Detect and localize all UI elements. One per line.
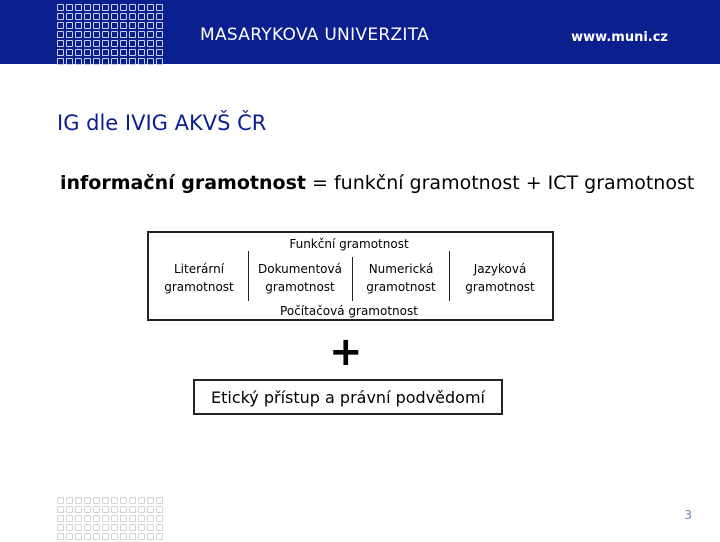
grid-dot [57,49,64,56]
grid-dot [120,533,127,540]
grid-dot [138,40,145,47]
grid-dot [75,49,82,56]
cell-line: gramotnost [265,280,335,294]
grid-dot [156,22,163,29]
plus-sign: + [329,329,363,375]
cell-line: gramotnost [366,280,436,294]
grid-dot [57,22,64,29]
grid-dot [93,22,100,29]
grid-dot [147,58,154,65]
grid-dot [156,4,163,11]
grid-dot [66,40,73,47]
grid-dot [102,515,109,522]
grid-dot [147,4,154,11]
grid-dot [57,58,64,65]
header-bar [0,0,720,64]
grid-dot [120,515,127,522]
university-name: MASARYKOVA UNIVERZITA [200,25,430,45]
grid-dot [102,506,109,513]
grid-dot [84,524,91,531]
grid-dot [138,22,145,29]
grid-dot [93,524,100,531]
grid-dot [156,40,163,47]
grid-dot [57,524,64,531]
grid-dot [120,506,127,513]
grid-dot [84,4,91,11]
diagram-cell-language [450,260,550,296]
cell-line: Dokumentová [258,262,342,276]
grid-dot [129,4,136,11]
grid-dot [75,13,82,20]
grid-dot [84,506,91,513]
diagram-cell-document [249,260,351,296]
grid-dot [93,40,100,47]
grid-dot [102,49,109,56]
grid-dot [156,506,163,513]
grid-dot [111,13,118,20]
formula-line [60,172,694,194]
grid-dot [120,22,127,29]
grid-dot [147,515,154,522]
grid-dot [57,497,64,504]
grid-dot [84,31,91,38]
grid-dot [111,40,118,47]
grid-dot [84,13,91,20]
slide-title: IG dle IVIG AKVŠ ČR [57,111,267,135]
grid-dot [129,524,136,531]
grid-dot [93,4,100,11]
grid-dot [120,497,127,504]
functional-literacy-label: Funkční gramotnost [289,237,409,251]
ethics-box [193,379,503,415]
grid-dot [93,49,100,56]
grid-dot [57,13,64,20]
grid-dot [120,13,127,20]
grid-dot [138,533,145,540]
grid-dot [84,497,91,504]
grid-dot [75,524,82,531]
grid-dot [129,497,136,504]
grid-dot [138,515,145,522]
grid-dot [129,31,136,38]
grid-dot [66,4,73,11]
grid-dot [102,58,109,65]
grid-dot [138,506,145,513]
grid-dot [156,31,163,38]
grid-dot [102,524,109,531]
grid-dot [138,524,145,531]
grid-dot [75,497,82,504]
formula-term: informační gramotnost [60,172,306,194]
grid-dot [75,515,82,522]
grid-dot [102,4,109,11]
grid-dot [93,31,100,38]
grid-dot [111,31,118,38]
grid-dot [129,49,136,56]
grid-dot [93,13,100,20]
grid-dot [111,49,118,56]
grid-dot [93,533,100,540]
grid-dot [147,49,154,56]
grid-dot [102,533,109,540]
grid-dot [66,49,73,56]
grid-dot [66,533,73,540]
cell-line: gramotnost [164,280,234,294]
grid-dot [66,58,73,65]
grid-dot [57,31,64,38]
cell-line: Jazyková [473,262,527,276]
literacy-diagram [147,231,554,321]
grid-dot [102,40,109,47]
grid-dot [66,515,73,522]
grid-dot [138,497,145,504]
grid-dot [120,58,127,65]
formula-rest: = funkční gramotnost + ICT gramotnost [305,172,695,194]
grid-dot [156,497,163,504]
diagram-cell-numeric [353,260,449,296]
grid-dot [75,506,82,513]
cell-line: gramotnost [465,280,535,294]
grid-dot [111,506,118,513]
grid-dot [111,4,118,11]
grid-dot [75,533,82,540]
grid-dot [111,533,118,540]
grid-dot [111,22,118,29]
grid-dot [57,40,64,47]
grid-dot [147,40,154,47]
grid-dot [156,524,163,531]
grid-dot [93,506,100,513]
grid-dot [84,49,91,56]
grid-dot [147,524,154,531]
grid-dot [147,497,154,504]
grid-dot [129,515,136,522]
grid-dot [156,515,163,522]
grid-dot [156,13,163,20]
grid-dot [111,515,118,522]
grid-dot [111,497,118,504]
grid-dot [102,497,109,504]
grid-dot [129,533,136,540]
grid-dot [120,4,127,11]
grid-dot [75,4,82,11]
grid-dot [57,4,64,11]
grid-dot [93,515,100,522]
ethics-label: Etický přístup a právní podvědomí [210,387,485,407]
grid-dot [120,524,127,531]
grid-dot [147,533,154,540]
grid-dot [138,31,145,38]
grid-dot [120,40,127,47]
grid-dot [156,533,163,540]
grid-dot [111,58,118,65]
diagram-cell-literary [151,260,247,296]
grid-dot [138,58,145,65]
grid-dot [147,506,154,513]
grid-dot [120,31,127,38]
footer-dot-grid [57,497,165,542]
website-link[interactable]: www.muni.cz [571,30,668,45]
grid-dot [57,506,64,513]
grid-dot [93,58,100,65]
grid-dot [156,58,163,65]
grid-dot [84,40,91,47]
grid-dot [75,40,82,47]
grid-dot [147,13,154,20]
grid-dot [138,13,145,20]
grid-dot [66,506,73,513]
cell-line: Numerická [368,262,434,276]
grid-dot [129,40,136,47]
grid-dot [66,524,73,531]
computer-literacy-label: Počítačová gramotnost [280,304,418,318]
grid-dot [156,49,163,56]
grid-dot [66,13,73,20]
grid-dot [93,497,100,504]
grid-dot [84,533,91,540]
cell-line: Literární [173,262,225,276]
page-number: 3 [684,508,692,522]
grid-dot [129,506,136,513]
grid-dot [57,533,64,540]
logo-dot-grid [57,4,165,67]
grid-dot [66,497,73,504]
grid-dot [129,22,136,29]
grid-dot [84,22,91,29]
grid-dot [138,4,145,11]
grid-dot [84,58,91,65]
grid-dot [84,515,91,522]
grid-dot [75,31,82,38]
grid-dot [120,49,127,56]
grid-dot [102,13,109,20]
grid-dot [75,58,82,65]
grid-dot [129,58,136,65]
grid-dot [138,49,145,56]
grid-dot [102,31,109,38]
grid-dot [66,22,73,29]
grid-dot [75,22,82,29]
grid-dot [102,22,109,29]
grid-dot [57,515,64,522]
grid-dot [147,22,154,29]
grid-dot [66,31,73,38]
grid-dot [147,31,154,38]
grid-dot [129,13,136,20]
grid-dot [111,524,118,531]
